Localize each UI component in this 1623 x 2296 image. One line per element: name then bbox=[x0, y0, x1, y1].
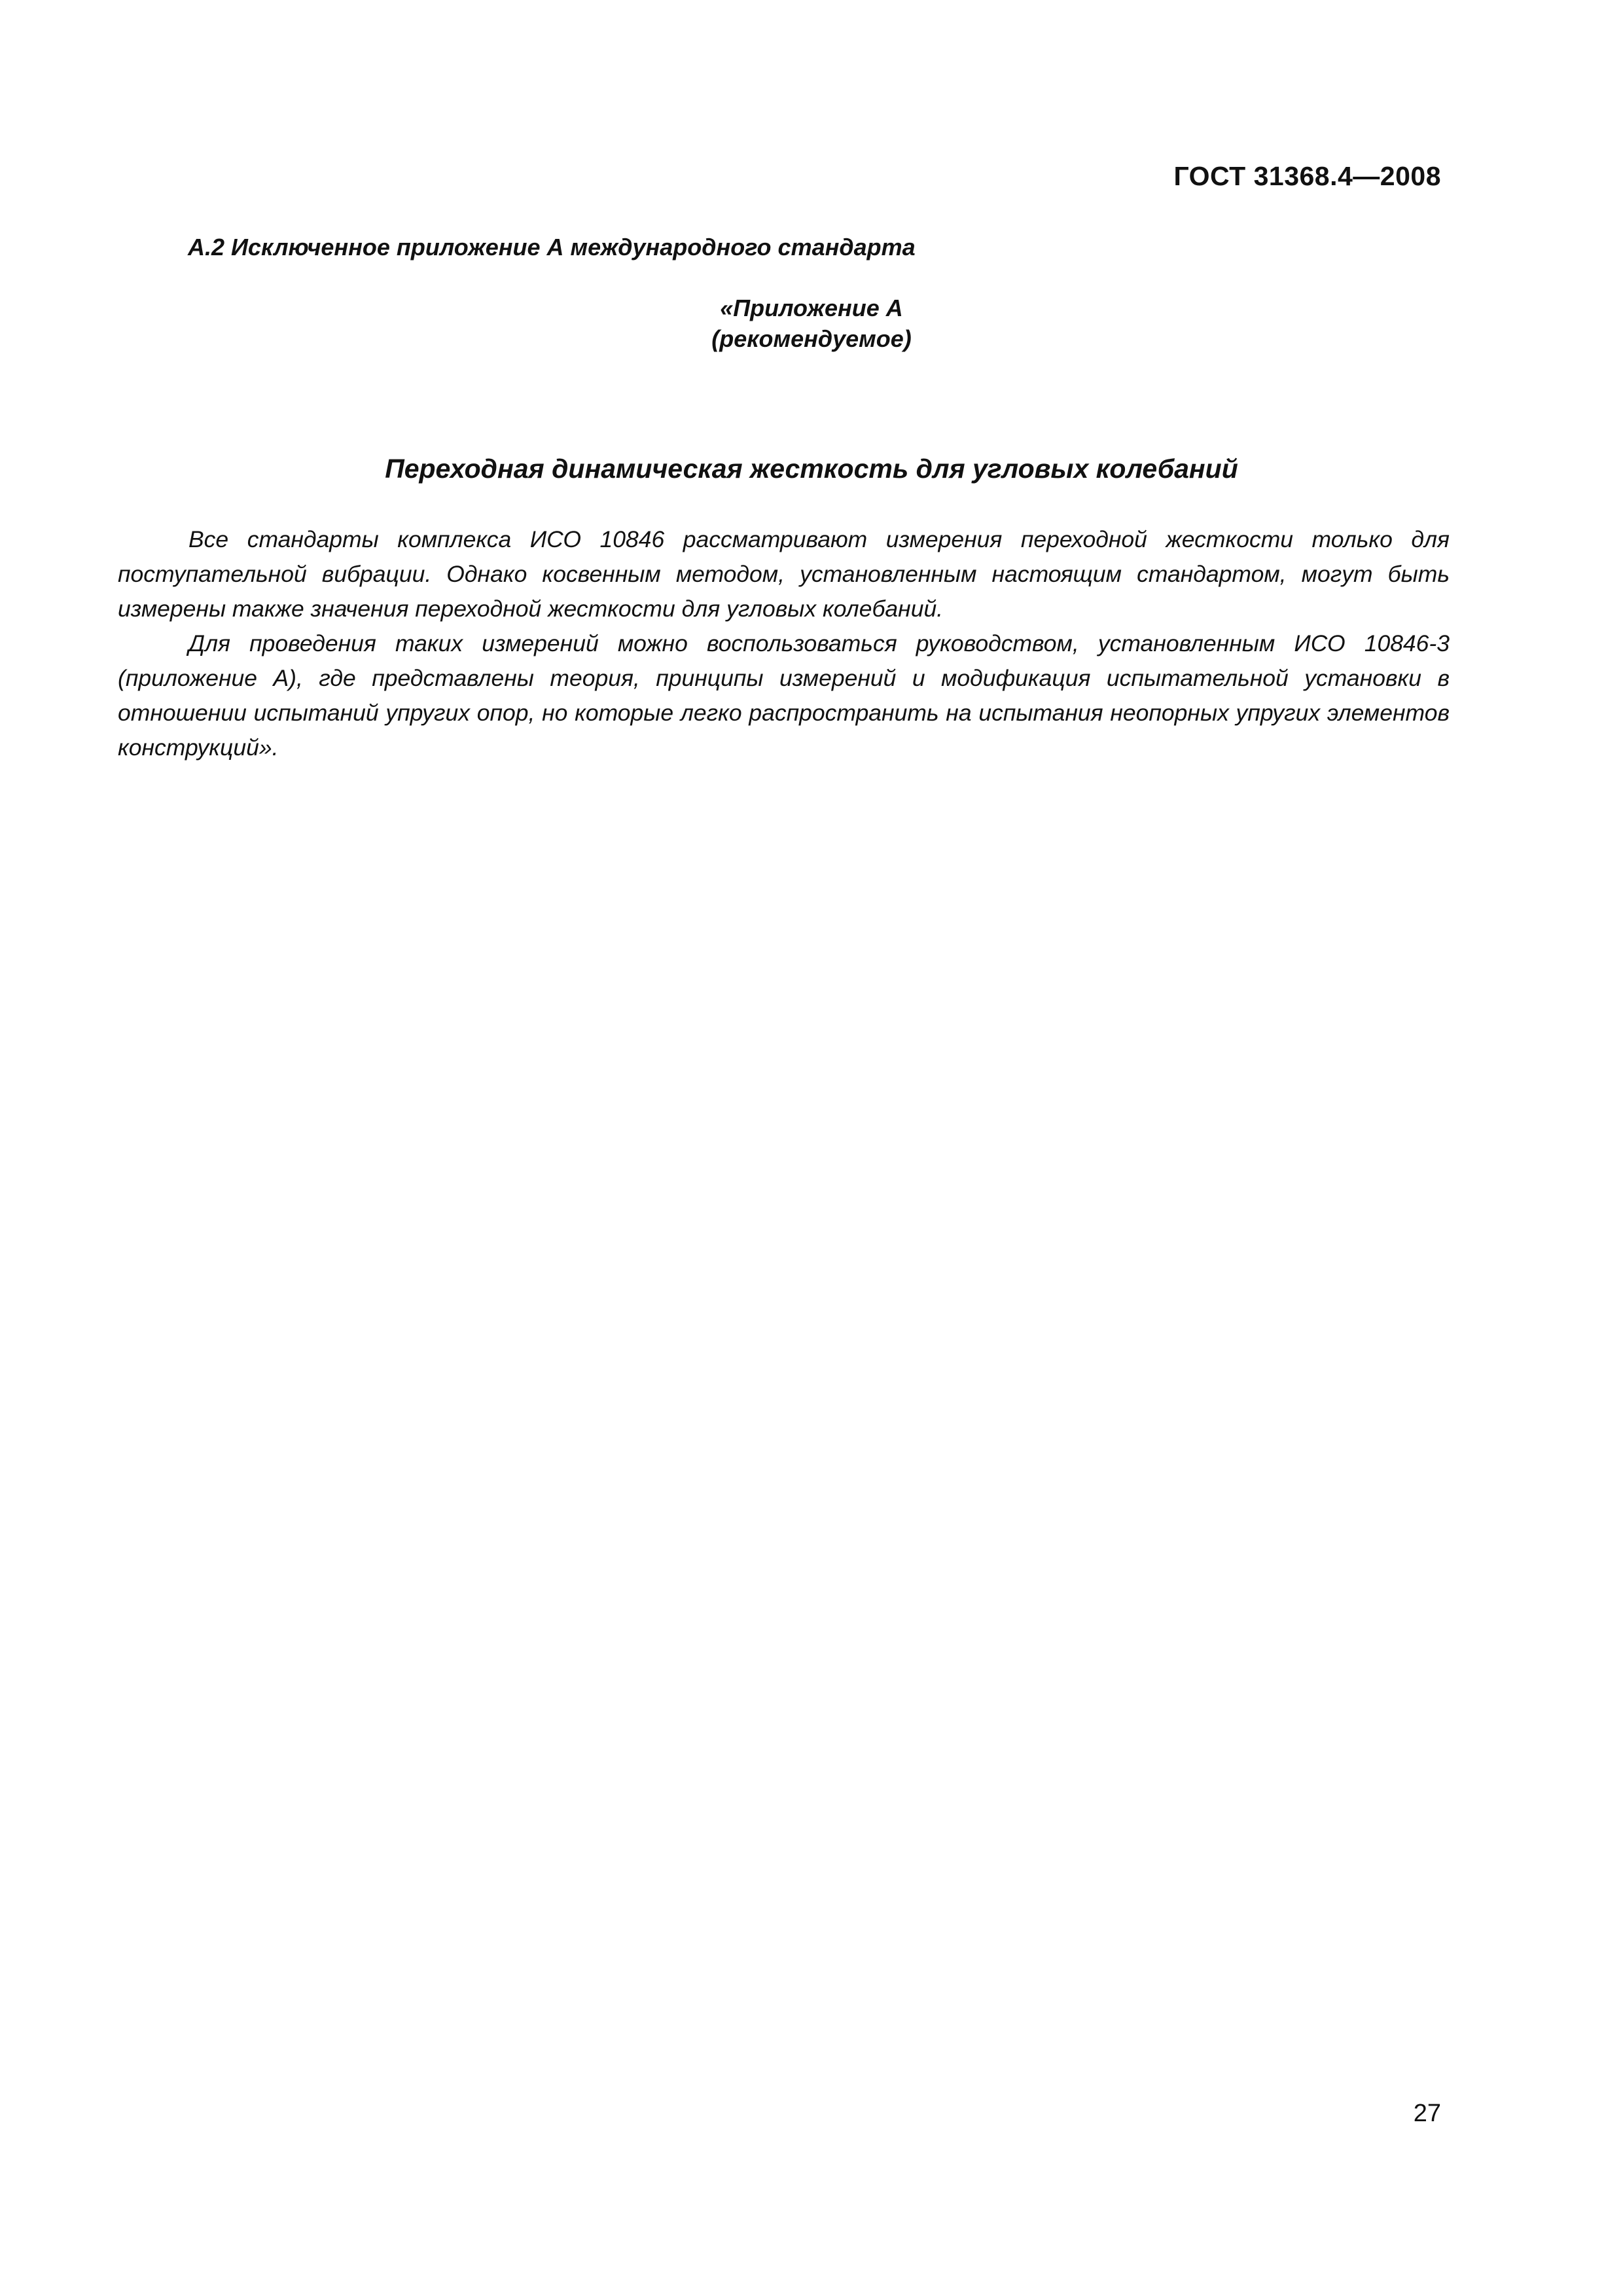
document-code: ГОСТ 31368.4—2008 bbox=[1173, 161, 1441, 191]
annex-title: Переходная динамическая жесткость для угловых колебаний bbox=[385, 454, 1238, 484]
annex-label: «Приложение А bbox=[720, 295, 903, 321]
annex-status: (рекомендуемое) bbox=[711, 325, 912, 352]
body-text bbox=[118, 522, 1450, 765]
page-number: 27 bbox=[1413, 2100, 1441, 2127]
annex-label-block bbox=[0, 293, 1623, 354]
paragraph: Все стандарты комплекса ИСО 10846 рассматривают измерения переходной жесткости только для поступательной вибрации. Однако косвенным методом, установленным настоящим стандартом, могут быть измерены также значения переходной жесткости для угловых колебаний. bbox=[118, 526, 1450, 622]
paragraph: Для проведения таких измерений можно воспользоваться руководством, установленным ИСО 10846-3 (приложение А), где представлены теория, принципы измерений и модификация испытательной установки в отношении испытаний упругих опор, но которые легко распространить на испытания неопорных упругих элементов конструкций». bbox=[118, 630, 1450, 761]
section-heading: А.2 Исключенное приложение А международного стандарта bbox=[188, 234, 916, 260]
